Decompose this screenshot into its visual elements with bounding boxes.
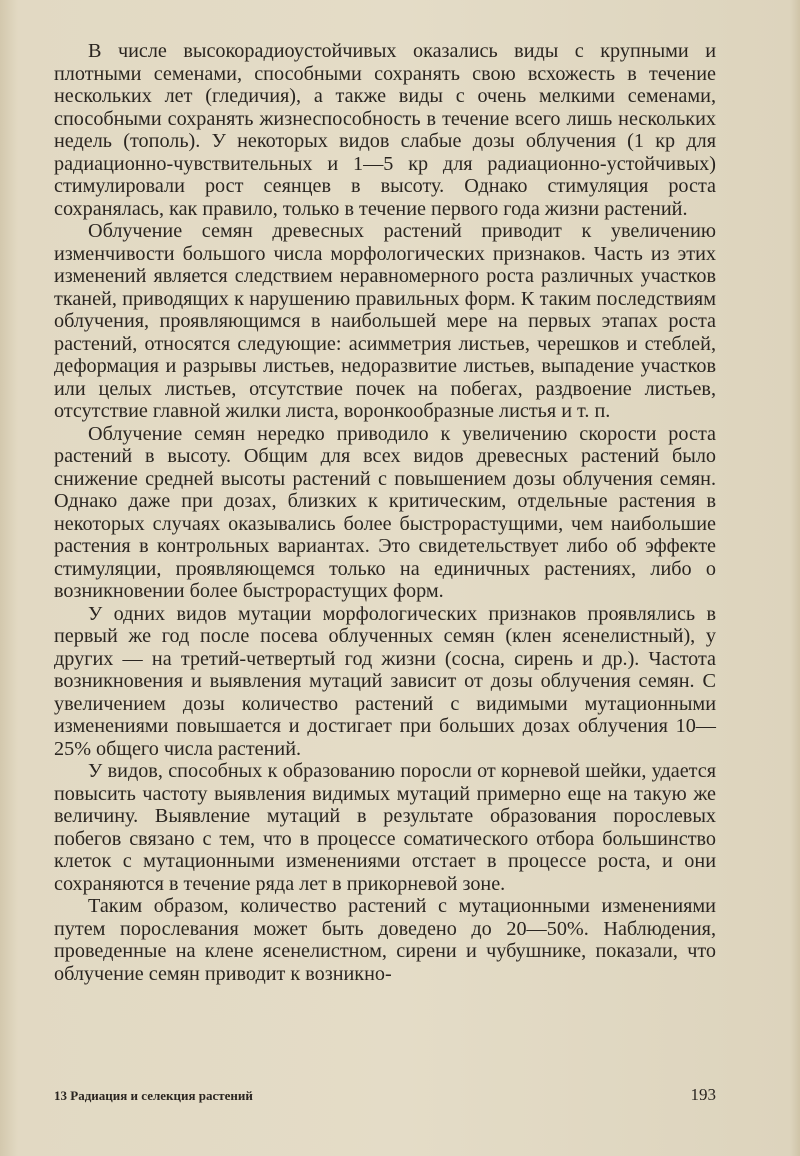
body-text [54, 40, 716, 985]
page-footer [54, 1085, 716, 1105]
paragraph-6: Таким образом, количество растений с мутационными изменениями путем порослевания может быть доведено до 20—50%. Наблюдения, проведенные на клене ясенелистном, сирени и чубушнике, показали, что облучение семян приводит к возникно- [54, 895, 716, 985]
paragraph-3: Облучение семян нередко приводило к увеличению скорости роста растений в высоту. Общим для всех видов древесных растений было снижение средней высоты растений с повышением дозы облучения семян. Однако даже при дозах, близких к критическим, отдельные растения в некоторых случаях оказывались более быстрорастущими, чем наибольшие растения в контрольных вариантах. Это свидетельствует либо об эффекте стимуляции, проявляющемся только на единичных растениях, либо о возникновении более быстрорастущих форм. [54, 422, 716, 602]
page-number: 193 [690, 1085, 716, 1104]
paragraph-5: У видов, способных к образованию поросли от корневой шейки, удается повысить частоту выявления видимых мутаций примерно еще на такую же величину. Выявление мутаций в результате образования порослевых побегов связано с тем, что в процессе соматического отбора большинство клеток с мутационными изменениями отстает в процессе роста, и они сохраняются в течение ряда лет в прикорневой зоне. [54, 760, 716, 895]
paragraph-4: У одних видов мутации морфологических признаков проявлялись в первый же год после посева облученных семян (клен ясенелистный), у других — на третий-четвертый год жизни (сосна, сирень и др.). Частота возникновения и выявления мутаций зависит от дозы облучения семян. С увеличением дозы количество растений с видимыми мутационными изменениями повышается и достигает при больших дозах облучения 10—25% общего числа растений. [54, 602, 716, 760]
paragraph-1: В числе высокорадиоустойчивых оказались виды с крупными и плотными семенами, способными сохранять свою всхожесть в течение нескольких лет (гледичия), а также виды с очень мелкими семенами, способными сохранять жизнеспособность в течение всего лишь нескольких недель (тополь). У некоторых видов слабые дозы облучения (1 кр для радиационно-чувствительных и 1—5 кр для радиационно-устойчивых) стимулировали рост сеянцев в высоту. Однако стимуляция роста сохранялась, как правило, только в течение первого года жизни растений. [54, 40, 716, 220]
paragraph-2: Облучение семян древесных растений приводит к увеличению изменчивости большого числа морфологических признаков. Часть из этих изменений является следствием неравномерного роста различных участков тканей, приводящих к нарушению правильных форм. К таким последствиям облучения, проявляющимся в наибольшей мере на первых этапах роста растений, относятся следующие: асимметрия листьев, черешков и стеблей, деформация и разрывы листьев, недоразвитие листьев, выпадение участков или целых листьев, отсутствие почек на побегах, раздвоение листьев, отсутствие главной жилки листа, воронкообразные листья и т. п. [54, 220, 716, 422]
signature-mark: 13 Радиация и селекция растений [54, 1088, 253, 1103]
